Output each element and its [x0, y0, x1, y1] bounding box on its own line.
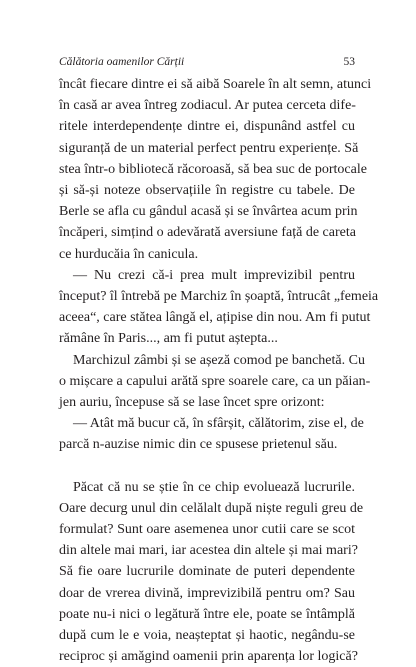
text-line: doar de vrerea divină, imprevizibilă pentru om? Sau	[59, 585, 355, 601]
text-line: ritele interdependențe dintre ei, dispunând astfel cu	[59, 119, 355, 135]
text-line: Marchizul zâmbi și se așeză comod pe banchetă. Cu	[73, 352, 365, 368]
paragraph-dialogue	[59, 413, 364, 455]
text-line: Să fie oare lucrurile dominate de puteri dependente	[59, 564, 355, 580]
text-line: început? îl întrebă pe Marchiz în șoaptă, întrucât „femeia	[59, 289, 379, 305]
paragraph-continuation	[59, 74, 372, 265]
text-line: parcă n-auzise nimic din ce spusese prietenul său.	[59, 437, 338, 453]
text-line: rămâne în Paris..., am fi putut aștepta...	[59, 331, 278, 347]
text-line: încăperi, simțind o adevărată aversiune față de careta	[59, 225, 356, 241]
text-line: încât fiecare dintre ei să aibă Soarele în alt semn, atunci	[59, 77, 372, 92]
text-line: aceea“, care stătea lângă el, ațipise din nou. Am fi putut	[59, 310, 371, 326]
text-line: o mișcare a capului arătă spre soarele care, ca un păian-	[59, 373, 371, 389]
text-line: — Atât mă bucur că, în sfârșit, călătorim, zise el, de	[73, 416, 364, 432]
body-text	[59, 74, 379, 667]
text-line: Oare decurg unul din celălalt după niște reguli greu de	[59, 500, 364, 516]
text-line: Berle se afla cu gândul acasă și se învârtea acum prin	[59, 204, 358, 220]
text-line: stea într-o bibliotecă răcoroasă, să bea suc de portocale	[59, 161, 367, 177]
paragraph-dialogue	[59, 265, 379, 350]
text-line: ce hurducăia în canicula.	[59, 246, 199, 262]
text-line: după cum le e voia, neașteptat și haotic, negându-se	[59, 628, 355, 644]
text-line: și să-și noteze observațiile în registre cu tabele. De	[59, 183, 355, 199]
text-line: reciproc și amăgind oamenii prin aparența lor logică?	[59, 649, 358, 665]
text-line: formulat? Sunt oare asemenea unor cutii care se scot	[59, 522, 355, 538]
text-line: siguranță de un material perfect pentru experiențe. Să	[59, 140, 359, 156]
paragraph-section-start	[59, 477, 364, 667]
text-line: poate nu-i nici o legătură între ele, poate se întâmplă	[59, 606, 355, 622]
text-line: în casă ar avea întreg zodiacul. Ar putea cerceta dife-	[59, 98, 356, 114]
running-title: Călătoria oamenilor Cărții	[59, 56, 185, 68]
text-line: din altele mai mari, iar acestea din altele și mai mari?	[59, 543, 358, 559]
text-line: — Nu crezi că-i prea mult imprevizibil pentru	[73, 267, 355, 283]
text-line: jen auriu, începuse să se lase încet spre orizont:	[59, 395, 325, 411]
text-line: Păcat că nu se știe în ce chip evoluează lucrurile.	[73, 479, 355, 495]
page-number: 53	[343, 56, 355, 68]
paragraph-narration	[59, 350, 371, 414]
running-header	[59, 53, 355, 71]
